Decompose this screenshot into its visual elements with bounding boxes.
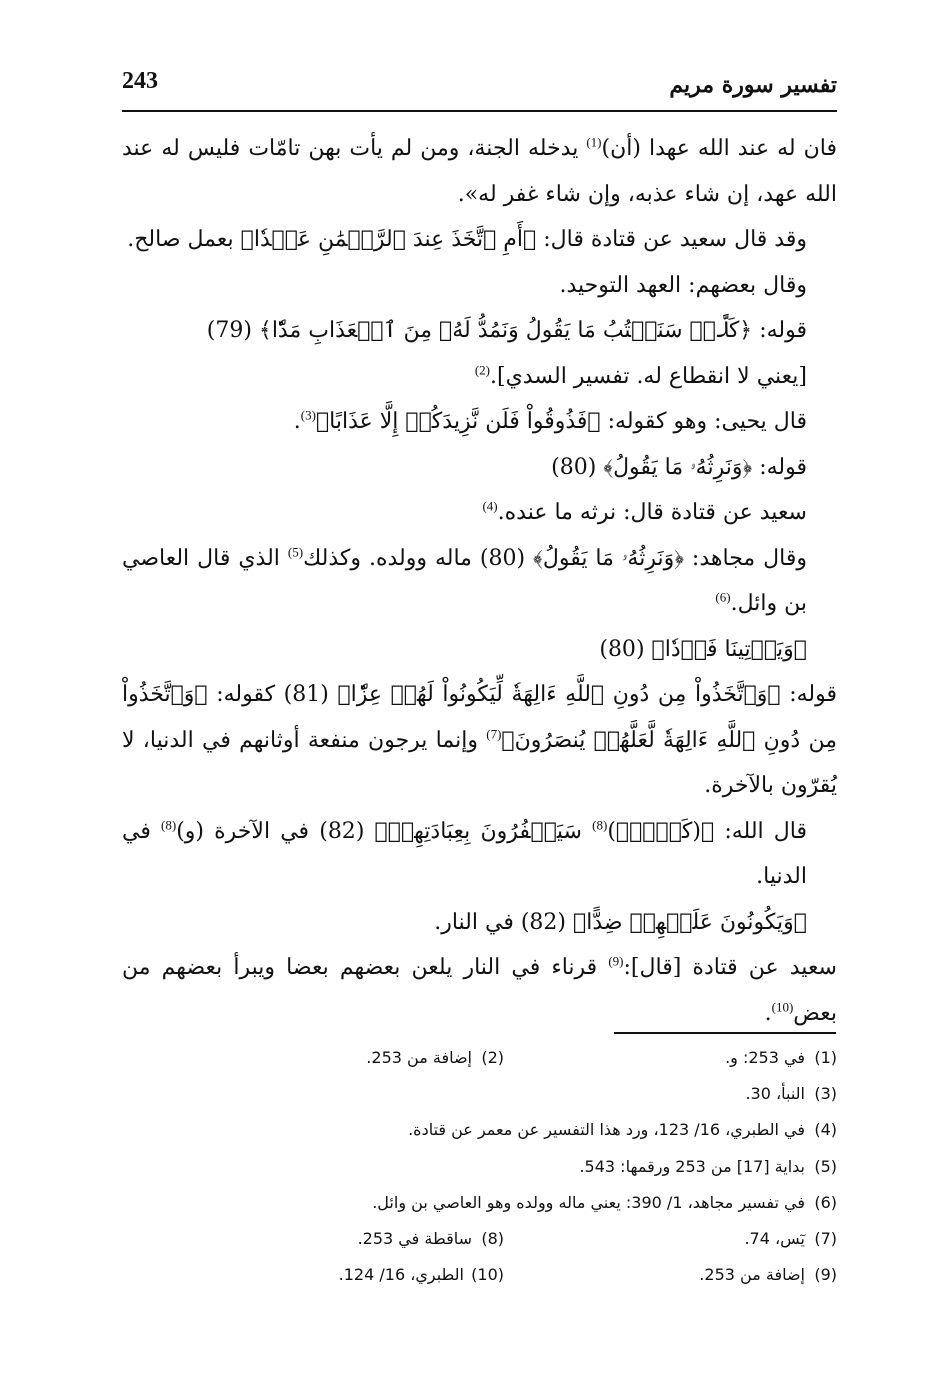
quran-verse: ﴿وَيَكُونُونَ عَلَيۡهِمۡ ضِدًّا﴾ <box>573 909 807 935</box>
footnote-ref: (9) <box>608 953 624 969</box>
paragraph-6: قال يحيى: وهو كقوله: ﴿فَذُوقُواْ فَلَن نَّزِيدَكُمۡ إِلَّا عَذَابًا﴾$^{(3)}$. <box>293 407 807 434</box>
footnote-ref: (1) <box>586 134 602 150</box>
footnote: (3)النبأ، 30. <box>745 1084 837 1104</box>
footnote-row <box>122 1257 837 1293</box>
quran-verse: ﴿كَلَّاۚ سَنَكۡتُبُ مَا يَقُولُ وَنَمُدُّ لَهُۥ مِنَ ٱلۡعَذَابِ مَدّٗا﴾ <box>258 318 753 343</box>
quran-verse: ﴿فَذُوقُواْ فَلَن نَّزِيدَكُمۡ إِلَّا عَذَابًا﴾ <box>315 409 601 434</box>
footnote: (4)في الطبري، 16/ 123، ورد هذا التفسير عن معمر عن قتادة. <box>408 1120 837 1140</box>
footnote: (5)بداية [17] من 253 ورقمها: 543. <box>579 1156 837 1176</box>
footnote: (2)إضافة من 253. <box>366 1048 504 1067</box>
footnote: (6)في تفسير مجاهد، 1/ 390: يعني ماله وولده وهو العاصي بن وائل. <box>372 1192 837 1212</box>
paragraph-9: وقال مجاهد: ﴿وَنَرِثُهُۥ مَا يَقُولُ﴾ (80) ماله وولده. وكذلك$^{(5)}$ الذي قال العاصي بن وائل.$^{(6)}$ <box>122 544 807 616</box>
footnote: (10)الطبري، 16/ 124. <box>338 1265 504 1285</box>
footnote: (7)يٓس، 74. <box>744 1228 837 1248</box>
paragraph-1: فان له عند الله عهدا (أن)$^{(1)}$ يدخله الجنة، ومن لم يأت بهن تامّات فليس له عند الله عهد، إن شاء عذبه، وإن شاء غفر له». <box>122 134 837 207</box>
paragraph-8: سعيد عن قتادة قال: نرثه ما عنده.$^{(4)}$ <box>482 498 807 525</box>
footnote: (8)ساقطة في 253. <box>357 1228 504 1248</box>
footnote-row <box>122 1040 837 1076</box>
quran-verse: ﴿وَٱتَّخَذُواْ مِن دُونِ ٱللَّهِ ءَالِهَةٗ لَّعَلَّهُمۡ يُنصَرُونَ﴾ <box>122 682 838 753</box>
footnote-ref: (5) <box>287 544 304 560</box>
main-text <box>122 126 837 1036</box>
quran-verse: ﴿(كَلَّاۚ) <box>607 818 715 844</box>
footnote-ref: (7) <box>486 726 502 742</box>
footnote-row <box>122 1149 837 1185</box>
page-number: 243 <box>122 68 158 94</box>
footnote-row <box>122 1076 837 1112</box>
footnote-row <box>122 1185 837 1221</box>
footnote: (9)إضافة من 253. <box>699 1265 837 1285</box>
footnotes <box>122 1040 837 1293</box>
running-title: تفسير سورة مريم <box>669 72 837 98</box>
quran-verse: سَيَكۡفُرُونَ بِعِبَادَتِهِمۡ﴾ <box>374 818 593 844</box>
footnote-ref: (10) <box>771 999 794 1015</box>
footnote-rule <box>614 1032 836 1034</box>
paragraph-3: وقال بعضهم: العهد التوحيد. <box>559 272 807 298</box>
footnote-ref: (4) <box>482 498 498 514</box>
paragraph-10: ﴿وَيَأۡتِينَا فَرۡدٗا﴾ (80) <box>599 636 807 662</box>
quran-verse: ﴿وَنَرِثُهُۥ مَا يَقُولُ﴾ <box>603 454 753 480</box>
footnote-ref: (8) <box>161 817 177 833</box>
paragraph-2: وقد قال سعيد عن قتادة قال: ﴿أَمِ ٱتَّخَذَ عِندَ ٱلرَّحۡمَٰنِ عَهۡدٗا﴾ بعمل صالح. <box>127 227 807 252</box>
footnote-row <box>122 1221 837 1257</box>
footnote-ref: (2) <box>474 362 491 378</box>
paragraph-11: قوله: ﴿وَٱتَّخَذُواْ مِن دُونِ ٱللَّهِ ءَالِهَةٗ لِّيَكُونُواْ لَهُمۡ عِزّٗا﴾ (81) كقوله: ﴿وَٱتَّخَذُواْ مِن دُونِ ٱللَّهِ ءَالِهَةٗ لَّعَلَّهُمۡ يُنصَرُونَ﴾$^{(7)}$ وإنما يرجون منفعة أوثانهم في الدنيا، لا يُقرّون بالآخرة. <box>122 682 838 798</box>
paragraph-14: سعيد عن قتادة [قال]:$^{(9)}$ قرناء في النار يلعن بعضهم بعضا ويبرأ بعضهم من بعض$^{(10)}$. <box>122 953 837 1026</box>
quran-verse: ﴿وَٱتَّخَذُواْ مِن دُونِ ٱللَّهِ ءَالِهَةٗ لِّيَكُونُواْ لَهُمۡ عِزّٗا﴾ <box>337 682 781 707</box>
paragraph-13: ﴿وَيَكُونُونَ عَلَيۡهِمۡ ضِدًّا﴾ (82) في النار. <box>434 909 807 935</box>
quran-verse: ﴿أَمِ ٱتَّخَذَ عِندَ ٱلرَّحۡمَٰنِ عَهۡدٗا﴾ <box>240 227 537 252</box>
footnote-ref: (8) <box>592 817 608 833</box>
footnote: (1)في 253: و. <box>725 1048 837 1067</box>
paragraph-4: قوله: ﴿كَلَّاۚ سَنَكۡتُبُ مَا يَقُولُ وَنَمُدُّ لَهُۥ مِنَ ٱلۡعَذَابِ مَدّٗا﴾ (79) <box>206 318 807 343</box>
quran-verse: ﴿وَنَرِثُهُۥ مَا يَقُولُ﴾ <box>533 545 684 571</box>
quran-verse: ﴿وَيَأۡتِينَا فَرۡدٗا﴾ <box>651 636 807 662</box>
footnote-ref: (6) <box>715 589 731 605</box>
footnote-ref: (3) <box>300 407 316 423</box>
paragraph-7: قوله: ﴿وَنَرِثُهُۥ مَا يَقُولُ﴾ (80) <box>551 454 807 480</box>
paragraph-5: [يعني لا انقطاع له. تفسير السدي].$^{(2)}$ <box>474 362 807 389</box>
page-header <box>122 64 837 108</box>
footnote-row <box>122 1112 837 1148</box>
header-rule <box>122 110 837 112</box>
paragraph-12: قال الله: ﴿(كَلَّاۚ)$^{(8)}$ سَيَكۡفُرُونَ بِعِبَادَتِهِمۡ﴾ (82) في الآخرة (و)$^{(8)}$ في الدنيا. <box>122 817 807 889</box>
